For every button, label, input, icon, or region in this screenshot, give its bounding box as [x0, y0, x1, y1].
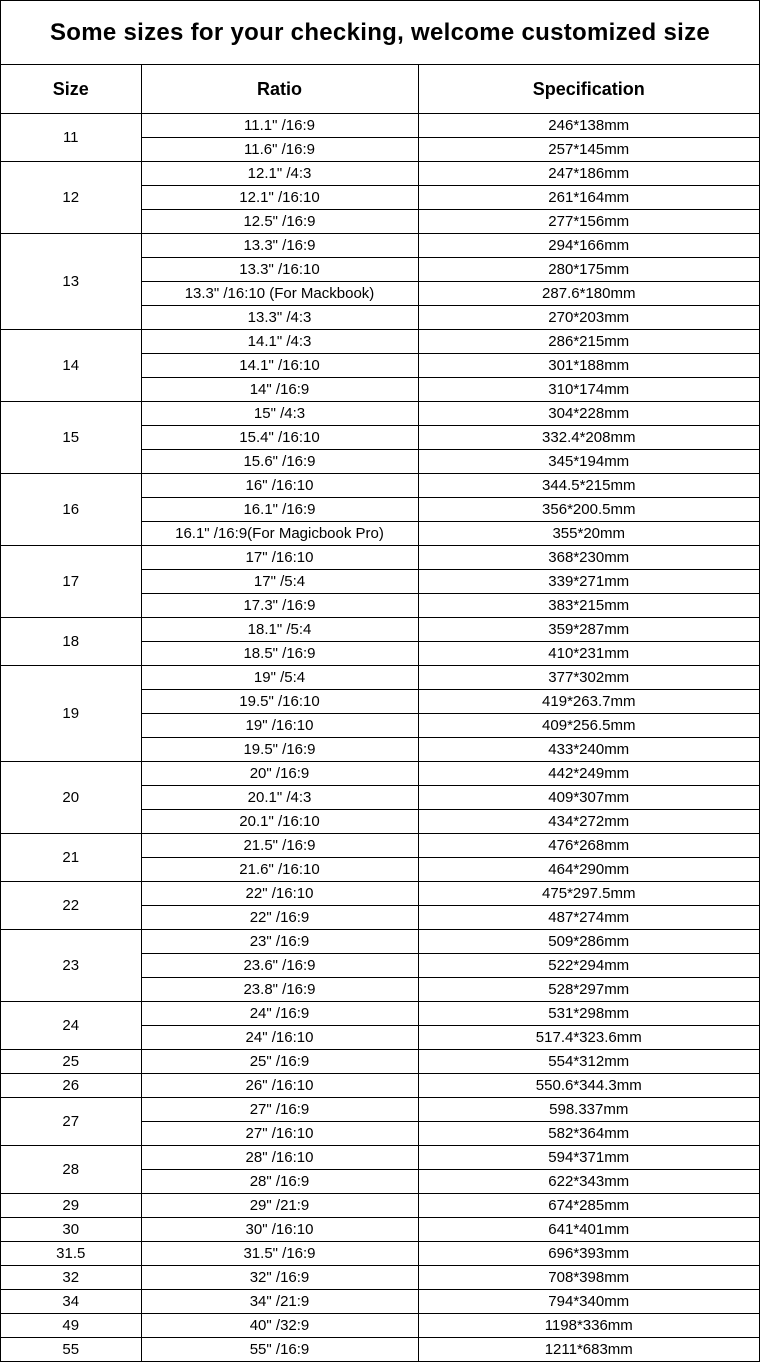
size-cell: 20 — [1, 762, 141, 834]
size-cell: 27 — [1, 1098, 141, 1146]
table-row — [1, 1266, 759, 1290]
ratio-cell: 23.8" /16:9 — [141, 978, 418, 1002]
ratio-cell: 32" /16:9 — [141, 1266, 418, 1290]
spec-cell: 339*271mm — [418, 570, 759, 594]
table-row — [1, 402, 759, 426]
spec-cell: 286*215mm — [418, 330, 759, 354]
size-table — [1, 65, 759, 1361]
ratio-column-header: Ratio — [141, 65, 418, 114]
ratio-cell: 19" /5:4 — [141, 666, 418, 690]
size-cell: 25 — [1, 1050, 141, 1074]
ratio-cell: 20" /16:9 — [141, 762, 418, 786]
table-row — [1, 1290, 759, 1314]
spec-cell: 356*200.5mm — [418, 498, 759, 522]
ratio-cell: 30" /16:10 — [141, 1218, 418, 1242]
table-body — [1, 114, 759, 1362]
spec-cell: 310*174mm — [418, 378, 759, 402]
spec-cell: 433*240mm — [418, 738, 759, 762]
spec-cell: 246*138mm — [418, 114, 759, 138]
spec-cell: 487*274mm — [418, 906, 759, 930]
ratio-cell: 21.5" /16:9 — [141, 834, 418, 858]
header-row — [1, 65, 759, 114]
spec-cell: 594*371mm — [418, 1146, 759, 1170]
spec-cell: 696*393mm — [418, 1242, 759, 1266]
table-row — [1, 762, 759, 786]
table-row — [1, 330, 759, 354]
size-cell: 15 — [1, 402, 141, 474]
spec-cell: 522*294mm — [418, 954, 759, 978]
spec-cell: 708*398mm — [418, 1266, 759, 1290]
spec-cell: 475*297.5mm — [418, 882, 759, 906]
spec-cell: 345*194mm — [418, 450, 759, 474]
spec-cell: 1198*336mm — [418, 1314, 759, 1338]
table-row — [1, 1194, 759, 1218]
ratio-cell: 17" /5:4 — [141, 570, 418, 594]
spec-cell: 294*166mm — [418, 234, 759, 258]
ratio-cell: 28" /16:10 — [141, 1146, 418, 1170]
size-cell: 16 — [1, 474, 141, 546]
spec-cell: 359*287mm — [418, 618, 759, 642]
ratio-cell: 23" /16:9 — [141, 930, 418, 954]
ratio-cell: 27" /16:9 — [141, 1098, 418, 1122]
spec-cell: 476*268mm — [418, 834, 759, 858]
spec-cell: 409*256.5mm — [418, 714, 759, 738]
table-row — [1, 1002, 759, 1026]
table-row — [1, 546, 759, 570]
table-row — [1, 114, 759, 138]
ratio-cell: 18.5" /16:9 — [141, 642, 418, 666]
ratio-cell: 16.1" /16:9(For Magicbook Pro) — [141, 522, 418, 546]
spec-cell: 419*263.7mm — [418, 690, 759, 714]
spec-cell: 257*145mm — [418, 138, 759, 162]
table-row — [1, 1074, 759, 1098]
size-cell: 17 — [1, 546, 141, 618]
ratio-cell: 20.1" /4:3 — [141, 786, 418, 810]
ratio-cell: 19" /16:10 — [141, 714, 418, 738]
ratio-cell: 27" /16:10 — [141, 1122, 418, 1146]
spec-cell: 280*175mm — [418, 258, 759, 282]
spec-cell: 622*343mm — [418, 1170, 759, 1194]
size-cell: 32 — [1, 1266, 141, 1290]
spec-cell: 582*364mm — [418, 1122, 759, 1146]
spec-cell: 464*290mm — [418, 858, 759, 882]
spec-cell: 509*286mm — [418, 930, 759, 954]
ratio-cell: 15.4" /16:10 — [141, 426, 418, 450]
ratio-cell: 28" /16:9 — [141, 1170, 418, 1194]
ratio-cell: 22" /16:9 — [141, 906, 418, 930]
ratio-cell: 26" /16:10 — [141, 1074, 418, 1098]
size-column-header: Size — [1, 65, 141, 114]
size-cell: 22 — [1, 882, 141, 930]
ratio-cell: 29" /21:9 — [141, 1194, 418, 1218]
ratio-cell: 12.5" /16:9 — [141, 210, 418, 234]
ratio-cell: 11.1" /16:9 — [141, 114, 418, 138]
size-cell: 21 — [1, 834, 141, 882]
spec-cell: 442*249mm — [418, 762, 759, 786]
table-row — [1, 1338, 759, 1362]
ratio-cell: 20.1" /16:10 — [141, 810, 418, 834]
spec-cell: 641*401mm — [418, 1218, 759, 1242]
table-row — [1, 1050, 759, 1074]
size-cell: 24 — [1, 1002, 141, 1050]
spec-cell: 598.337mm — [418, 1098, 759, 1122]
ratio-cell: 16.1" /16:9 — [141, 498, 418, 522]
spec-cell: 270*203mm — [418, 306, 759, 330]
table-row — [1, 1146, 759, 1170]
spec-cell: 409*307mm — [418, 786, 759, 810]
ratio-cell: 25" /16:9 — [141, 1050, 418, 1074]
table-row — [1, 618, 759, 642]
ratio-cell: 23.6" /16:9 — [141, 954, 418, 978]
ratio-cell: 19.5" /16:9 — [141, 738, 418, 762]
size-cell: 28 — [1, 1146, 141, 1194]
ratio-cell: 34" /21:9 — [141, 1290, 418, 1314]
spec-cell: 247*186mm — [418, 162, 759, 186]
ratio-cell: 14.1" /4:3 — [141, 330, 418, 354]
size-cell: 30 — [1, 1218, 141, 1242]
ratio-cell: 18.1" /5:4 — [141, 618, 418, 642]
table-row — [1, 834, 759, 858]
ratio-cell: 13.3" /16:10 — [141, 258, 418, 282]
spec-cell: 517.4*323.6mm — [418, 1026, 759, 1050]
size-cell: 12 — [1, 162, 141, 234]
spec-cell: 410*231mm — [418, 642, 759, 666]
table-row — [1, 882, 759, 906]
table-row — [1, 1098, 759, 1122]
spec-cell: 1211*683mm — [418, 1338, 759, 1362]
table-row — [1, 1242, 759, 1266]
sheet-title: Some sizes for your checking, welcome customized size — [1, 1, 759, 65]
ratio-cell: 15" /4:3 — [141, 402, 418, 426]
ratio-cell: 12.1" /4:3 — [141, 162, 418, 186]
spec-cell: 383*215mm — [418, 594, 759, 618]
spec-column-header: Specification — [418, 65, 759, 114]
ratio-cell: 14.1" /16:10 — [141, 354, 418, 378]
size-cell: 14 — [1, 330, 141, 402]
ratio-cell: 24" /16:10 — [141, 1026, 418, 1050]
size-cell: 29 — [1, 1194, 141, 1218]
ratio-cell: 24" /16:9 — [141, 1002, 418, 1026]
size-cell: 13 — [1, 234, 141, 330]
table-row — [1, 1218, 759, 1242]
ratio-cell: 13.3" /4:3 — [141, 306, 418, 330]
ratio-cell: 40" /32:9 — [141, 1314, 418, 1338]
ratio-cell: 13.3" /16:9 — [141, 234, 418, 258]
size-cell: 23 — [1, 930, 141, 1002]
size-cell: 18 — [1, 618, 141, 666]
table-row — [1, 930, 759, 954]
size-cell: 55 — [1, 1338, 141, 1362]
spec-cell: 344.5*215mm — [418, 474, 759, 498]
spec-cell: 368*230mm — [418, 546, 759, 570]
spec-cell: 434*272mm — [418, 810, 759, 834]
table-row — [1, 234, 759, 258]
table-row — [1, 162, 759, 186]
spec-cell: 277*156mm — [418, 210, 759, 234]
size-cell: 34 — [1, 1290, 141, 1314]
spec-cell: 554*312mm — [418, 1050, 759, 1074]
spec-cell: 355*20mm — [418, 522, 759, 546]
ratio-cell: 55" /16:9 — [141, 1338, 418, 1362]
table-row — [1, 1314, 759, 1338]
table-row — [1, 474, 759, 498]
size-cell: 26 — [1, 1074, 141, 1098]
ratio-cell: 15.6" /16:9 — [141, 450, 418, 474]
size-cell: 31.5 — [1, 1242, 141, 1266]
ratio-cell: 17.3" /16:9 — [141, 594, 418, 618]
table-row — [1, 666, 759, 690]
ratio-cell: 31.5" /16:9 — [141, 1242, 418, 1266]
spec-cell: 674*285mm — [418, 1194, 759, 1218]
ratio-cell: 14" /16:9 — [141, 378, 418, 402]
spec-cell: 261*164mm — [418, 186, 759, 210]
ratio-cell: 13.3" /16:10 (For Mackbook) — [141, 282, 418, 306]
spec-cell: 301*188mm — [418, 354, 759, 378]
ratio-cell: 21.6" /16:10 — [141, 858, 418, 882]
size-cell: 19 — [1, 666, 141, 762]
ratio-cell: 11.6" /16:9 — [141, 138, 418, 162]
spec-cell: 794*340mm — [418, 1290, 759, 1314]
spec-cell: 304*228mm — [418, 402, 759, 426]
size-cell: 11 — [1, 114, 141, 162]
spec-cell: 531*298mm — [418, 1002, 759, 1026]
ratio-cell: 16" /16:10 — [141, 474, 418, 498]
ratio-cell: 22" /16:10 — [141, 882, 418, 906]
spec-cell: 550.6*344.3mm — [418, 1074, 759, 1098]
spec-cell: 332.4*208mm — [418, 426, 759, 450]
ratio-cell: 12.1" /16:10 — [141, 186, 418, 210]
spec-cell: 377*302mm — [418, 666, 759, 690]
spec-cell: 287.6*180mm — [418, 282, 759, 306]
spec-cell: 528*297mm — [418, 978, 759, 1002]
ratio-cell: 19.5" /16:10 — [141, 690, 418, 714]
size-cell: 49 — [1, 1314, 141, 1338]
ratio-cell: 17" /16:10 — [141, 546, 418, 570]
